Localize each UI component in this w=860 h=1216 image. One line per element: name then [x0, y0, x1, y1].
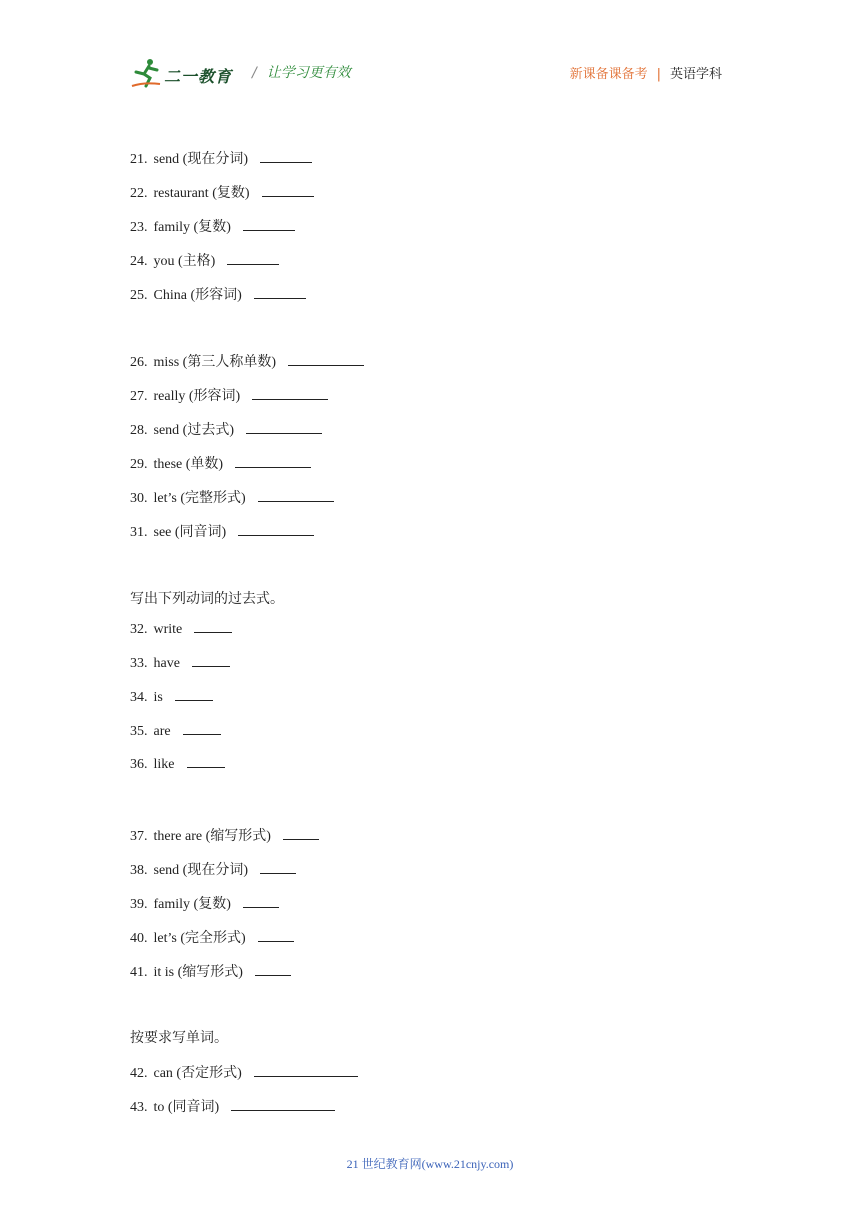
item-number: 39. [130, 897, 148, 912]
answer-blank[interactable] [260, 161, 312, 163]
answer-blank[interactable] [288, 364, 364, 366]
exercise-item [130, 216, 295, 236]
item-prompt: it is (缩写形式) [153, 965, 243, 980]
exercise-item [130, 351, 364, 371]
item-number: 35. [130, 724, 148, 739]
header-right [570, 63, 722, 82]
exercise-item [130, 1096, 335, 1116]
answer-blank[interactable] [235, 466, 311, 468]
exercise-item [130, 724, 221, 740]
section-heading: 写出下列动词的过去式。 [130, 591, 284, 607]
item-prompt: is [153, 690, 163, 705]
item-prompt: you (主格) [153, 254, 216, 269]
item-number: 36. [130, 757, 148, 772]
item-prompt: China (形容词) [153, 288, 242, 303]
exercise-item [130, 656, 230, 672]
answer-blank[interactable] [238, 534, 314, 536]
answer-blank[interactable] [243, 906, 279, 908]
item-number: 34. [130, 690, 148, 705]
item-number: 30. [130, 491, 148, 506]
exercise-item [130, 385, 328, 405]
item-prompt: let’s (完全形式) [153, 931, 246, 946]
exercise-item [130, 453, 311, 473]
slash-divider: / [252, 65, 257, 81]
item-prompt: send (现在分词) [153, 152, 248, 167]
item-number: 27. [130, 389, 148, 404]
footer: 21 世纪教育网(www.21cnjy.com) [346, 1157, 514, 1171]
answer-blank[interactable] [254, 1075, 358, 1077]
item-number: 23. [130, 220, 148, 235]
item-number: 37. [130, 829, 148, 844]
item-number: 25. [130, 288, 148, 303]
item-prompt: restaurant (复数) [153, 186, 250, 201]
exercise-item [130, 1062, 358, 1082]
item-prompt: really (形容词) [153, 389, 241, 404]
runner-logo-icon [130, 56, 164, 90]
item-number: 31. [130, 525, 148, 540]
item-prompt: family (复数) [153, 897, 231, 912]
answer-blank[interactable] [194, 631, 232, 633]
exercise-item [130, 622, 232, 638]
item-number: 38. [130, 863, 148, 878]
item-prompt: like [153, 757, 175, 772]
item-number: 22. [130, 186, 148, 201]
item-number: 40. [130, 931, 148, 946]
exercise-item [130, 419, 322, 439]
exercise-item [130, 284, 306, 304]
answer-blank[interactable] [252, 398, 328, 400]
item-number: 24. [130, 254, 148, 269]
answer-blank[interactable] [227, 263, 279, 265]
answer-blank[interactable] [246, 432, 322, 434]
page-header [0, 0, 860, 110]
exercise-item [130, 859, 296, 879]
exercise-item [130, 182, 314, 202]
item-number: 26. [130, 355, 148, 370]
exercise-item [130, 893, 279, 913]
answer-blank[interactable] [255, 974, 291, 976]
item-number: 43. [130, 1100, 148, 1115]
answer-blank[interactable] [258, 500, 334, 502]
logo [130, 56, 240, 90]
item-prompt: write [153, 622, 183, 637]
exercise-item [130, 961, 291, 981]
answer-blank[interactable] [254, 297, 306, 299]
exercise-item [130, 148, 312, 168]
item-prompt: family (复数) [153, 220, 231, 235]
item-prompt: are [153, 724, 171, 739]
item-prompt: send (过去式) [153, 423, 234, 438]
header-separator: | [656, 67, 661, 82]
answer-blank[interactable] [187, 766, 225, 768]
item-prompt: can (否定形式) [153, 1066, 242, 1081]
item-prompt: let’s (完整形式) [153, 491, 246, 506]
answer-blank[interactable] [243, 229, 295, 231]
exercise-item [130, 250, 279, 270]
answer-blank[interactable] [260, 872, 296, 874]
subject-label: 英语学科 [669, 67, 722, 82]
answer-blank[interactable] [262, 195, 314, 197]
course-label: 新课备课备考 [569, 67, 648, 82]
item-prompt: see (同音词) [153, 525, 227, 540]
exercise-item [130, 927, 294, 947]
answer-blank[interactable] [258, 940, 294, 942]
exercise-item [130, 690, 213, 706]
exercise-item [130, 521, 314, 541]
item-number: 21. [130, 152, 148, 167]
answer-blank[interactable] [231, 1109, 335, 1111]
exercise-item [130, 825, 319, 845]
slogan [252, 62, 351, 82]
item-number: 41. [130, 965, 148, 980]
item-prompt: these (单数) [153, 457, 224, 472]
item-prompt: send (现在分词) [153, 863, 248, 878]
item-number: 42. [130, 1066, 148, 1081]
exercise-item [130, 757, 225, 773]
item-number: 32. [130, 622, 148, 637]
item-number: 29. [130, 457, 148, 472]
item-number: 33. [130, 656, 148, 671]
section-heading: 按要求写单词。 [130, 1030, 228, 1046]
exercise-item [130, 487, 334, 507]
answer-blank[interactable] [175, 699, 213, 701]
logo-text: 二一教育 [164, 67, 233, 86]
answer-blank[interactable] [283, 838, 319, 840]
slogan-text: 让学习更有效 [266, 65, 351, 81]
item-number: 28. [130, 423, 148, 438]
item-prompt: miss (第三人称单数) [153, 355, 276, 370]
item-prompt: have [153, 656, 180, 671]
answer-blank[interactable] [183, 733, 221, 735]
answer-blank[interactable] [192, 665, 230, 667]
item-prompt: there are (缩写形式) [153, 829, 271, 844]
item-prompt: to (同音词) [153, 1100, 220, 1115]
